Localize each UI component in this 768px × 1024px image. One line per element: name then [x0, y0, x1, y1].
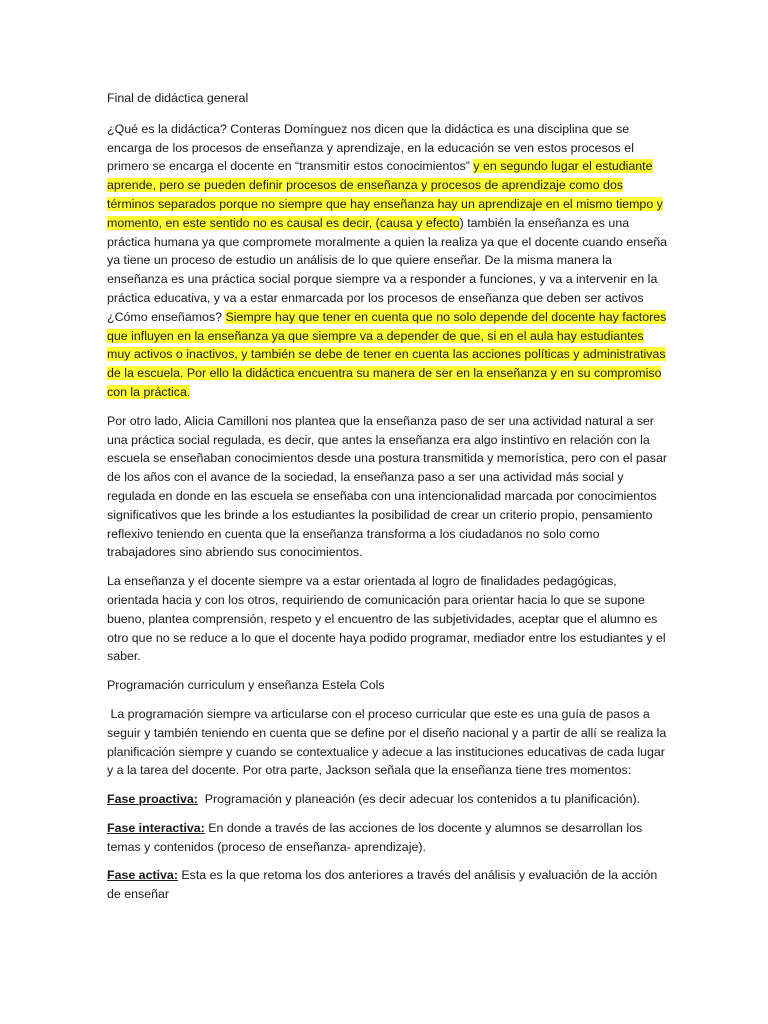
- document-page: [107, 89, 670, 914]
- phase-label: Fase activa:: [107, 868, 178, 883]
- phase-text: Esta es la que retoma los dos anteriores a través del análisis y evaluación de la acción de enseñar: [107, 868, 661, 902]
- paragraph-programacion: La programación siempre va articularse con el proceso curricular que este es una guía de pasos a seguir y también teniendo en cuenta que se define por el diseño nacional y a partir de allí se realiza la planificación siempre y cuando se contextualice y adecue a las instituciones educativas de cada lugar y a la tarea del docente. Por otra parte, Jackson señala que la enseñanza tiene tres momentos:: [107, 706, 670, 778]
- phase-text: En donde a través de las acciones de los docente y alumnos se desarrollan los temas y contenidos (proceso de enseñanza- aprendizaje).: [107, 820, 646, 854]
- paragraph-didactica: [107, 120, 667, 402]
- paragraph-ensenanza-docente: La enseñanza y el docente siempre va a estar orientada al logro de finalidades pedagógicas, orientada hacia y con los otros, requiriendo de comunicación para orientar hacia lo que se supone bueno, plantea comprensión, respeto y el encuentro de las subjetividades, aceptar que el alumno es otro que no se reduce a lo que el docente haya podido programar, mediador entre los estudiantes y el saber.: [107, 574, 666, 664]
- paragraph-text: ¿Qué es la didáctica? Conteras Domínguez nos dicen que la didáctica es una disciplina que se encarga de los procesos de enseñanza y aprendizaje, en la educación se ven estos procesos el primero se encarga el docente en “transmitir estos conocimientos”: [107, 121, 634, 174]
- highlighted-text: Siempre hay que tener en cuenta que no solo depende del docente hay factores que influyen en la enseñanza ya que siempre va a depender de que, si en el aula hay estudiantes muy activos o inactivos, y también se debe de tener en cuenta las acciones políticas y administrativas de la escuela. Por ello la didáctica encuentra su manera de ser en la enseñanza y en su compromiso con la práctica.: [107, 309, 667, 399]
- phase-text: Programación y planeación (es decir adecuar los contenidos a tu planificación).: [197, 792, 641, 807]
- paragraph-text: ) también la enseñanza es una práctica humana ya que compromete moralmente a quien la realiza ya que el docente cuando enseña ya tiene un proceso de estudio un análisis de lo que quiere enseñar. De la misma manera la enseñanza es una práctica social porque siempre va a responder a funciones, y va a intervenir en la práctica educativa, y va a estar enmarcada por los procesos de enseñanza que deben ser activos ¿Cómo enseñamos?: [107, 215, 667, 324]
- phase-item: [107, 819, 667, 857]
- phase-item: [107, 790, 667, 809]
- phase-item: [107, 866, 667, 904]
- phase-label: Fase interactiva:: [107, 820, 205, 835]
- document-title: Final de didáctica general: [107, 91, 249, 105]
- highlighted-text: y en segundo lugar el estudiante aprende, pero se pueden definir procesos de enseñanza y procesos de aprendizaje como dos términos separados porque no siempre que hay enseñanza hay un aprendizaje en el mismo tiempo y momento, en este sentido no es causal es decir, (causa y efecto: [107, 159, 663, 230]
- phase-label: Fase proactiva:: [107, 792, 198, 807]
- section-heading: Programación curriculum y enseñanza Estela Cols: [107, 678, 385, 693]
- paragraph-camilloni: Por otro lado, Alicia Camilloni nos plantea que la enseñanza paso de ser una actividad natural a ser una práctica social regulada, es decir, que antes la enseñanza era algo instintivo en relación con la escuela se enseñaban conocimientos desde una postura transmitida y memorística, pero con el pasar de los años con el avance de la sociedad, la enseñanza paso a ser una actividad más social y regulada en donde en las escuela se enseñaba con una intencionalidad marcada por conocimientos significativos que les brinde a los estudiantes la posibilidad de crear un criterio propio, pensamiento reflexivo teniendo en cuenta que la enseñanza transforma a los ciudadanos no solo como trabajadores sino abriendo sus conocimientos.: [107, 413, 667, 560]
